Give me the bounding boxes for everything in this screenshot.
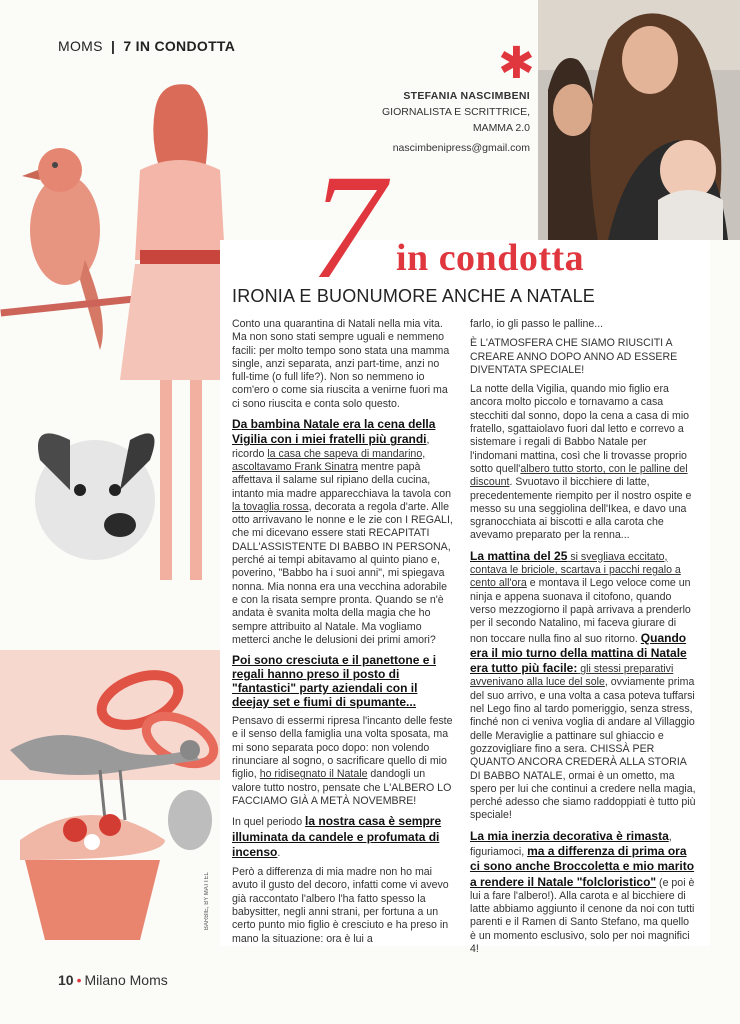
illustration-collage: [0, 60, 225, 960]
paragraph: La mia inerzia decorativa è rimasta, figuriamoci, ma a differenza di prima ora ci sono anche Broccoletta e mio marito a rendere il Natale "folcloristico" (e poi è lui a fare l'albero!). Alla carota e al bicchiere di latte abbiamo aggiunto il cenone da noi con tutti parenti e il Ramen di Santo Stefano, ma quello è un momento esclusivo, solo per noi magnifici 4!: [470, 828, 695, 956]
photo-credit: BARBIE, BY MATTEL: [204, 872, 210, 931]
author-box: [382, 88, 530, 156]
dog-illustration: [35, 433, 155, 560]
author-role-line1: GIORNALISTA E SCRITTRICE,: [382, 106, 530, 118]
paragraph: Pensavo di essermi ripresa l'incanto delle feste e il senso della famiglia una volta sposata, ma mi sono separata poco dopo: non volendo rinunciare al sogno, o sacrificare quello di mio figlio, ho ridisegnato il Natale dandogli un valore tutto nostro, pensate che L'ALBERO LO FACCIAMO GIÀ A METÀ NOVEMBRE!: [232, 715, 453, 807]
footer-bullet: •: [76, 972, 82, 988]
highlight-text: ma a differenza di prima ora ci sono anche Broccoletta e mio marito a rendere il Natale "folcloristico": [470, 843, 695, 889]
column-label: 7 IN CONDOTTA: [123, 38, 236, 54]
highlight-text: La mattina del 25: [470, 548, 568, 563]
paragraph: Da bambina Natale era la cena della Vigilia con i miei fratelli più grandi, ricordo la casa che sapeva di mandarino, ascoltavamo Frank Sinatra mentre papà affettava il salame sul ripiano della cucina, intanto mia madre apparecchiava la tavola con la tovaglia rossa, decorata a regola d'arte. Alle otto arrivavano le nonne e le zie con I REGALI, che mi dicevano essere stati RECAPITATI DALL'ASSISTENTE DI BABBO IN PERSONA, perché ai tempi abitavamo al quinto piano e, poverino, "Babbo ha i suoi anni", mi spiegava nonna. Mia nonna era una vecchina adorabile e con la risata sempre pronta. Quando se n'è andata è svanita molta della magia che ho sempre attribuito al Natale. Ma vogliamo metterci anche le delusioni dei primi amori?: [232, 417, 453, 646]
paragraph: Conto una quarantina di Natali nella mia vita. Ma non sono stati sempre uguali e nemmeno facili: per molto tempo sono stata una mamma single, anzi separata, anzi part-time, anzi no full-time (o full life?). Non so nemmeno io com'ero o come sia riuscita a venirne fuori ma ci sono riuscita e conta solo questo.: [232, 318, 450, 410]
cupcake-illustration: [20, 814, 165, 940]
paragraph: farlo, io gli passo le palline...: [470, 318, 604, 330]
highlight-text: La mia inerzia decorativa è rimasta: [470, 828, 669, 843]
author-family-photo: [538, 0, 740, 240]
paragraph: Però a differenza di mia madre non ho mai avuto il gusto del decoro, infatti come vi avevo già raccontato l'albero l'ha fatto spesso la babysitter, negli anni strani, per fortuna a un certo punto mio figlio è cresciuto e ha preso in mano la situazione: ora è lui a: [232, 866, 449, 945]
article-subtitle: IRONIA E BUONUMORE ANCHE A NATALE: [232, 286, 596, 306]
author-email: nascimbenipress@gmail.com: [392, 142, 530, 154]
page-header: [58, 38, 235, 54]
paragraph: La notte della Vigilia, quando mio figlio era ancora molto piccolo e tornavamo a casa stecchiti dal sonno, dopo la cena a casa di mio fratello, sgattaiolavo fuori dal letto e correvo a sistemare i regali di Babbo Natale per l'indomani mattina, così che li trovasse proprio sotto quell'albero tutto storto, con le palline del discount. Svuotavo il bicchiere di latte, precedentemente riempito per il nostro ospite e messo su una seggiolina dell'Ikea, e davo una sgranocchiata ai biscotti e alla carota che avevamo preparato per la renna...: [470, 383, 692, 542]
asterisk-icon: ✱: [498, 38, 535, 89]
article-title: in condotta: [396, 237, 585, 279]
page-number: 10: [58, 972, 74, 988]
page-footer: [58, 972, 168, 988]
paragraph: In quel periodo la nostra casa è sempre illuminata da candele e profumata di incenso.: [232, 814, 442, 859]
title-number: 7: [310, 144, 385, 310]
paragraph: Poi sono cresciuta e il panettone e i regali hanno preso il posto di "fantastici" party aziendali con il deejay set e fiumi di spumante...: [232, 653, 437, 710]
header-separator: |: [110, 38, 116, 54]
article-column-2: [470, 318, 696, 962]
highlight-text: la nostra casa è sempre illuminata da candele e profumata di incenso: [232, 814, 442, 859]
author-name: STEFANIA NASCIMBENI: [403, 90, 530, 102]
magazine-name: Milano Moms: [84, 972, 168, 988]
highlight-text: Da bambina Natale era la cena della Vigilia con i miei fratelli più grandi: [232, 417, 436, 447]
paragraph: È L'ATMOSFERA CHE SIAMO RIUSCITI A CREARE ANNO DOPO ANNO AD ESSERE DIVENTATA SPECIALE!: [470, 337, 678, 376]
article-column-1: [232, 318, 454, 952]
paragraph: La mattina del 25 si svegliava eccitato, contava le briciole, scartava i pacchi regalo a cento all'ora e montava il Lego veloce come un ninja e appena suonava il citofono, quando verso mezzogiorno il papà arrivava a prenderlo per il secondo Natalino, mi faceva giurare di non toccare nulla fino al suo ritorno. Quando era il mio turno della mattina di Natale era tutto più facile: gli stessi preparativi avvenivano alla luce del sole, ovviamente prima del suo arrivo, e una volta a casa poteva tuffarsi nel Lego fino al tardo pomeriggio, senza stress, finché non ci veniva voglia di andare al Villaggio delle Meraviglie a pattinare sul ghiaccio e gozzovigliare fino a sera. CHISSÀ PER QUANTO ANCORA CREDERÀ ALLA STORIA DI BABBO NATALE, ormai è un ometto, ma spero per lui che continui a credere nella magia, perché adesso che siamo raddoppiati è tutto più speciale!: [470, 548, 696, 822]
author-role-line2: MAMMA 2.0: [472, 122, 530, 134]
section-label: MOMS: [58, 38, 103, 54]
highlight-text: Quando era il mio turno della mattina di Natale era tutto più facile:: [470, 630, 687, 676]
